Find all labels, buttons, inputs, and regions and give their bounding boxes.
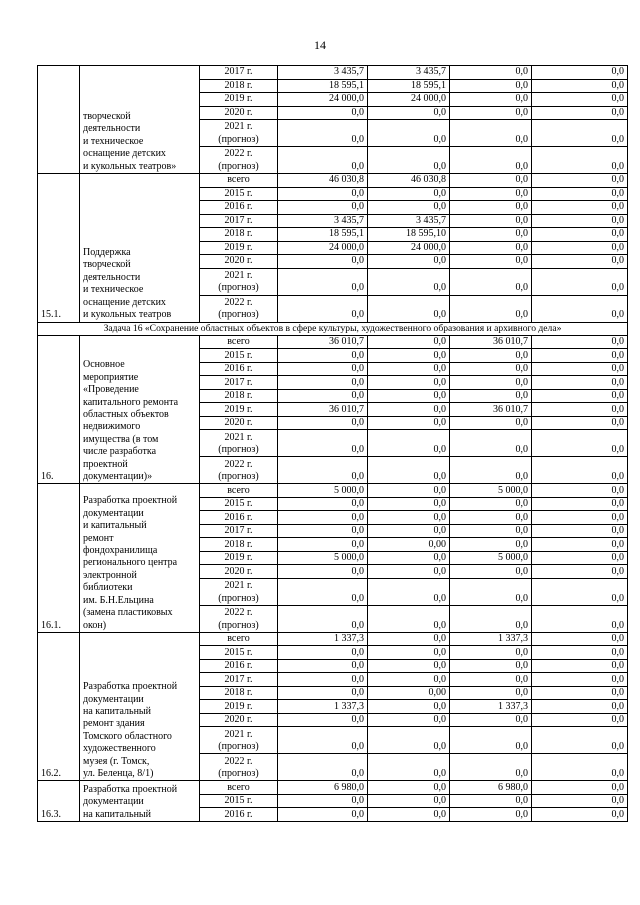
year-cell: 2016 г. bbox=[200, 808, 278, 822]
value-cell: 0,0 bbox=[450, 659, 532, 673]
year-cell: 2016 г. bbox=[200, 511, 278, 525]
value-cell: 1 337,3 bbox=[450, 700, 532, 714]
value-cell: 0,0 bbox=[278, 511, 368, 525]
year-cell: 2019 г. bbox=[200, 93, 278, 107]
value-cell: 0,0 bbox=[532, 268, 628, 295]
value-cell: 0,0 bbox=[368, 551, 450, 565]
value-cell: 0,0 bbox=[450, 673, 532, 687]
value-cell: 0,0 bbox=[532, 79, 628, 93]
value-cell: 0,0 bbox=[368, 376, 450, 390]
year-cell: 2019 г. bbox=[200, 700, 278, 714]
value-cell: 0,0 bbox=[368, 106, 450, 120]
value-cell: 0,0 bbox=[368, 335, 450, 349]
value-cell: 24 000,0 bbox=[368, 93, 450, 107]
value-cell: 0,0 bbox=[278, 497, 368, 511]
value-cell: 36 010,7 bbox=[278, 335, 368, 349]
value-cell: 0,0 bbox=[368, 147, 450, 174]
value-cell: 0,0 bbox=[278, 565, 368, 579]
value-cell: 36 010,7 bbox=[450, 335, 532, 349]
value-cell: 0,0 bbox=[532, 538, 628, 552]
value-cell: 0,0 bbox=[450, 430, 532, 457]
value-cell: 0,0 bbox=[532, 255, 628, 269]
value-cell: 0,0 bbox=[368, 201, 450, 215]
item-name: творческой деятельности и техническое оснащение детских и кукольных театров» bbox=[80, 66, 200, 174]
value-cell: 0,0 bbox=[450, 457, 532, 484]
value-cell: 0,0 bbox=[368, 578, 450, 605]
value-cell: 0,0 bbox=[278, 727, 368, 754]
value-cell: 0,0 bbox=[278, 389, 368, 403]
value-cell: 0,0 bbox=[450, 214, 532, 228]
item-name: Основное мероприятие «Проведение капитального ремонта областных объектов недвижимого имущества (в том числе разработка проектной документации)» bbox=[80, 335, 200, 484]
year-cell: всего bbox=[200, 484, 278, 498]
year-cell: 2021 г. (прогноз) bbox=[200, 727, 278, 754]
value-cell: 0,0 bbox=[532, 201, 628, 215]
value-cell: 0,0 bbox=[532, 241, 628, 255]
year-cell: 2017 г. bbox=[200, 524, 278, 538]
value-cell: 0,0 bbox=[532, 727, 628, 754]
value-cell: 0,0 bbox=[450, 578, 532, 605]
value-cell: 0,0 bbox=[450, 808, 532, 822]
value-cell: 0,0 bbox=[450, 268, 532, 295]
value-cell: 0,0 bbox=[450, 754, 532, 781]
value-cell: 0,0 bbox=[368, 794, 450, 808]
year-cell: 2019 г. bbox=[200, 241, 278, 255]
value-cell: 0,0 bbox=[532, 511, 628, 525]
value-cell: 0,0 bbox=[532, 295, 628, 322]
value-cell: 1 337,3 bbox=[450, 632, 532, 646]
value-cell: 0,0 bbox=[450, 93, 532, 107]
value-cell: 0,0 bbox=[532, 794, 628, 808]
value-cell: 0,0 bbox=[278, 376, 368, 390]
year-cell: всего bbox=[200, 174, 278, 188]
value-cell: 0,0 bbox=[450, 565, 532, 579]
value-cell: 0,0 bbox=[450, 174, 532, 188]
year-cell: 2021 г. (прогноз) bbox=[200, 268, 278, 295]
year-cell: 2015 г. bbox=[200, 187, 278, 201]
year-cell: 2017 г. bbox=[200, 673, 278, 687]
year-cell: всего bbox=[200, 335, 278, 349]
value-cell: 0,0 bbox=[532, 646, 628, 660]
value-cell: 0,0 bbox=[532, 673, 628, 687]
value-cell: 0,0 bbox=[368, 646, 450, 660]
value-cell: 0,0 bbox=[532, 349, 628, 363]
value-cell: 0,0 bbox=[368, 362, 450, 376]
value-cell: 0,0 bbox=[532, 808, 628, 822]
value-cell: 0,0 bbox=[450, 120, 532, 147]
value-cell: 0,0 bbox=[368, 268, 450, 295]
value-cell: 0,0 bbox=[532, 781, 628, 795]
value-cell: 0,0 bbox=[532, 524, 628, 538]
value-cell: 0,0 bbox=[532, 187, 628, 201]
value-cell: 0,00 bbox=[368, 538, 450, 552]
table-row bbox=[38, 174, 628, 188]
item-name: Разработка проектной документации на капитальный ремонт здания Томского областного художественного музея (г. Томск, ул. Беленца, 8/1) bbox=[80, 632, 200, 781]
value-cell: 0,0 bbox=[278, 362, 368, 376]
value-cell: 0,0 bbox=[278, 713, 368, 727]
value-cell: 0,0 bbox=[532, 484, 628, 498]
value-cell: 0,0 bbox=[450, 686, 532, 700]
value-cell: 0,0 bbox=[450, 416, 532, 430]
task-header-row bbox=[38, 322, 628, 335]
value-cell: 0,0 bbox=[278, 524, 368, 538]
table-row bbox=[38, 66, 628, 80]
year-cell: 2018 г. bbox=[200, 686, 278, 700]
value-cell: 0,0 bbox=[450, 727, 532, 754]
value-cell: 0,0 bbox=[450, 538, 532, 552]
table-row bbox=[38, 781, 628, 795]
value-cell: 0,0 bbox=[278, 430, 368, 457]
item-number: 16.1. bbox=[38, 484, 80, 633]
value-cell: 0,0 bbox=[368, 403, 450, 417]
value-cell: 0,0 bbox=[368, 457, 450, 484]
value-cell: 0,0 bbox=[532, 389, 628, 403]
value-cell: 18 595,1 bbox=[278, 79, 368, 93]
value-cell: 0,0 bbox=[532, 106, 628, 120]
value-cell: 0,0 bbox=[368, 673, 450, 687]
value-cell: 0,0 bbox=[278, 754, 368, 781]
year-cell: 2022 г. (прогноз) bbox=[200, 457, 278, 484]
year-cell: 2015 г. bbox=[200, 794, 278, 808]
value-cell: 0,0 bbox=[532, 578, 628, 605]
year-cell: 2015 г. bbox=[200, 646, 278, 660]
value-cell: 6 980,0 bbox=[278, 781, 368, 795]
value-cell: 0,0 bbox=[450, 66, 532, 80]
value-cell: 24 000,0 bbox=[278, 93, 368, 107]
year-cell: 2016 г. bbox=[200, 659, 278, 673]
year-cell: 2018 г. bbox=[200, 538, 278, 552]
value-cell: 0,0 bbox=[532, 228, 628, 242]
value-cell: 0,0 bbox=[532, 713, 628, 727]
value-cell: 0,0 bbox=[532, 551, 628, 565]
value-cell: 0,0 bbox=[368, 659, 450, 673]
year-cell: 2022 г. (прогноз) bbox=[200, 605, 278, 632]
year-cell: 2016 г. bbox=[200, 362, 278, 376]
value-cell: 0,0 bbox=[450, 241, 532, 255]
value-cell: 0,0 bbox=[532, 403, 628, 417]
value-cell: 3 435,7 bbox=[278, 214, 368, 228]
value-cell: 0,0 bbox=[450, 511, 532, 525]
value-cell: 0,0 bbox=[278, 295, 368, 322]
value-cell: 0,0 bbox=[532, 457, 628, 484]
value-cell: 3 435,7 bbox=[368, 66, 450, 80]
value-cell: 3 435,7 bbox=[368, 214, 450, 228]
value-cell: 0,0 bbox=[532, 430, 628, 457]
value-cell: 0,0 bbox=[450, 713, 532, 727]
value-cell: 6 980,0 bbox=[450, 781, 532, 795]
value-cell: 0,0 bbox=[450, 187, 532, 201]
year-cell: 2017 г. bbox=[200, 376, 278, 390]
year-cell: 2019 г. bbox=[200, 403, 278, 417]
value-cell: 0,0 bbox=[450, 362, 532, 376]
year-cell: 2018 г. bbox=[200, 79, 278, 93]
year-cell: 2020 г. bbox=[200, 416, 278, 430]
value-cell: 36 010,7 bbox=[450, 403, 532, 417]
value-cell: 0,0 bbox=[278, 605, 368, 632]
value-cell: 0,0 bbox=[278, 106, 368, 120]
value-cell: 0,0 bbox=[278, 187, 368, 201]
value-cell: 0,0 bbox=[278, 349, 368, 363]
value-cell: 0,0 bbox=[278, 120, 368, 147]
year-cell: всего bbox=[200, 781, 278, 795]
value-cell: 1 337,3 bbox=[278, 632, 368, 646]
year-cell: 2016 г. bbox=[200, 201, 278, 215]
value-cell: 1 337,3 bbox=[278, 700, 368, 714]
value-cell: 46 030,8 bbox=[278, 174, 368, 188]
value-cell: 0,0 bbox=[532, 362, 628, 376]
value-cell: 0,0 bbox=[532, 214, 628, 228]
value-cell: 0,0 bbox=[532, 632, 628, 646]
value-cell: 0,0 bbox=[278, 457, 368, 484]
year-cell: всего bbox=[200, 632, 278, 646]
value-cell: 0,0 bbox=[532, 659, 628, 673]
value-cell: 0,0 bbox=[368, 713, 450, 727]
year-cell: 2015 г. bbox=[200, 497, 278, 511]
item-number: 16.2. bbox=[38, 632, 80, 781]
item-name: Поддержка творческой деятельности и техническое оснащение детских и кукольных театров bbox=[80, 174, 200, 323]
year-cell: 2021 г. (прогноз) bbox=[200, 430, 278, 457]
value-cell: 0,0 bbox=[368, 295, 450, 322]
value-cell: 0,0 bbox=[532, 700, 628, 714]
table-row bbox=[38, 484, 628, 498]
value-cell: 0,0 bbox=[532, 497, 628, 511]
value-cell: 36 010,7 bbox=[278, 403, 368, 417]
value-cell: 0,0 bbox=[368, 389, 450, 403]
budget-table bbox=[37, 65, 628, 822]
value-cell: 0,0 bbox=[368, 187, 450, 201]
value-cell: 0,0 bbox=[450, 646, 532, 660]
value-cell: 0,0 bbox=[368, 511, 450, 525]
value-cell: 5 000,0 bbox=[450, 551, 532, 565]
year-cell: 2017 г. bbox=[200, 66, 278, 80]
value-cell: 0,0 bbox=[450, 255, 532, 269]
item-name: Разработка проектной документации на капитальный bbox=[80, 781, 200, 822]
year-cell: 2018 г. bbox=[200, 389, 278, 403]
value-cell: 46 030,8 bbox=[368, 174, 450, 188]
year-cell: 2020 г. bbox=[200, 565, 278, 579]
value-cell: 0,0 bbox=[532, 565, 628, 579]
value-cell: 0,0 bbox=[278, 686, 368, 700]
value-cell: 0,0 bbox=[532, 605, 628, 632]
value-cell: 18 595,1 bbox=[278, 228, 368, 242]
item-number bbox=[38, 66, 80, 174]
task-16-header: Задача 16 «Сохранение областных объектов в сфере культуры, художественного образования и архивного дела» bbox=[38, 322, 628, 335]
year-cell: 2020 г. bbox=[200, 106, 278, 120]
value-cell: 0,0 bbox=[532, 335, 628, 349]
value-cell: 0,0 bbox=[368, 808, 450, 822]
value-cell: 0,0 bbox=[450, 497, 532, 511]
value-cell: 0,0 bbox=[368, 524, 450, 538]
value-cell: 0,0 bbox=[450, 389, 532, 403]
value-cell: 0,0 bbox=[450, 106, 532, 120]
value-cell: 0,0 bbox=[368, 605, 450, 632]
year-cell: 2020 г. bbox=[200, 255, 278, 269]
year-cell: 2015 г. bbox=[200, 349, 278, 363]
value-cell: 0,0 bbox=[368, 255, 450, 269]
value-cell: 5 000,0 bbox=[450, 484, 532, 498]
value-cell: 0,0 bbox=[532, 376, 628, 390]
year-cell: 2022 г. (прогноз) bbox=[200, 754, 278, 781]
value-cell: 0,0 bbox=[368, 754, 450, 781]
value-cell: 0,0 bbox=[368, 349, 450, 363]
value-cell: 0,0 bbox=[278, 538, 368, 552]
value-cell: 0,0 bbox=[532, 686, 628, 700]
value-cell: 0,0 bbox=[450, 605, 532, 632]
year-cell: 2020 г. bbox=[200, 713, 278, 727]
value-cell: 0,0 bbox=[368, 727, 450, 754]
value-cell: 5 000,0 bbox=[278, 551, 368, 565]
value-cell: 0,0 bbox=[368, 497, 450, 511]
item-number: 15.1. bbox=[38, 174, 80, 323]
page-number: 14 bbox=[314, 38, 326, 52]
table-body bbox=[38, 66, 628, 822]
value-cell: 0,0 bbox=[278, 673, 368, 687]
year-cell: 2022 г. (прогноз) bbox=[200, 295, 278, 322]
value-cell: 0,0 bbox=[532, 120, 628, 147]
value-cell: 0,0 bbox=[368, 632, 450, 646]
value-cell: 0,0 bbox=[532, 754, 628, 781]
value-cell: 0,0 bbox=[278, 147, 368, 174]
year-cell: 2017 г. bbox=[200, 214, 278, 228]
value-cell: 18 595,1 bbox=[368, 79, 450, 93]
value-cell: 0,0 bbox=[450, 228, 532, 242]
value-cell: 0,0 bbox=[278, 808, 368, 822]
item-number: 16. bbox=[38, 335, 80, 484]
year-cell: 2021 г. (прогноз) bbox=[200, 120, 278, 147]
table-row bbox=[38, 335, 628, 349]
value-cell: 0,0 bbox=[532, 416, 628, 430]
value-cell: 24 000,0 bbox=[278, 241, 368, 255]
item-number: 16.3. bbox=[38, 781, 80, 822]
value-cell: 18 595,10 bbox=[368, 228, 450, 242]
value-cell: 0,0 bbox=[532, 93, 628, 107]
value-cell: 0,0 bbox=[532, 66, 628, 80]
year-cell: 2021 г. (прогноз) bbox=[200, 578, 278, 605]
value-cell: 0,0 bbox=[278, 268, 368, 295]
value-cell: 0,0 bbox=[368, 781, 450, 795]
value-cell: 0,0 bbox=[368, 120, 450, 147]
table-row bbox=[38, 632, 628, 646]
value-cell: 0,0 bbox=[368, 430, 450, 457]
value-cell: 0,0 bbox=[278, 255, 368, 269]
value-cell: 0,0 bbox=[278, 578, 368, 605]
value-cell: 5 000,0 bbox=[278, 484, 368, 498]
value-cell: 0,0 bbox=[368, 484, 450, 498]
value-cell: 0,0 bbox=[278, 659, 368, 673]
value-cell: 0,0 bbox=[368, 416, 450, 430]
value-cell: 3 435,7 bbox=[278, 66, 368, 80]
value-cell: 0,0 bbox=[532, 174, 628, 188]
year-cell: 2018 г. bbox=[200, 228, 278, 242]
value-cell: 0,0 bbox=[450, 79, 532, 93]
value-cell: 0,0 bbox=[278, 416, 368, 430]
value-cell: 0,0 bbox=[278, 646, 368, 660]
value-cell: 0,0 bbox=[450, 295, 532, 322]
value-cell: 0,0 bbox=[278, 794, 368, 808]
value-cell: 0,0 bbox=[368, 700, 450, 714]
year-cell: 2019 г. bbox=[200, 551, 278, 565]
value-cell: 0,0 bbox=[450, 376, 532, 390]
value-cell: 0,0 bbox=[278, 201, 368, 215]
year-cell: 2022 г. (прогноз) bbox=[200, 147, 278, 174]
value-cell: 0,00 bbox=[368, 686, 450, 700]
value-cell: 0,0 bbox=[368, 565, 450, 579]
value-cell: 0,0 bbox=[450, 147, 532, 174]
value-cell: 0,0 bbox=[450, 524, 532, 538]
item-name: Разработка проектной документации и капитальный ремонт фондохранилища регионального центра электронной библиотеки им. Б.Н.Ельцина (замена пластиковых окон) bbox=[80, 484, 200, 633]
value-cell: 24 000,0 bbox=[368, 241, 450, 255]
value-cell: 0,0 bbox=[450, 794, 532, 808]
value-cell: 0,0 bbox=[532, 147, 628, 174]
value-cell: 0,0 bbox=[450, 349, 532, 363]
value-cell: 0,0 bbox=[450, 201, 532, 215]
